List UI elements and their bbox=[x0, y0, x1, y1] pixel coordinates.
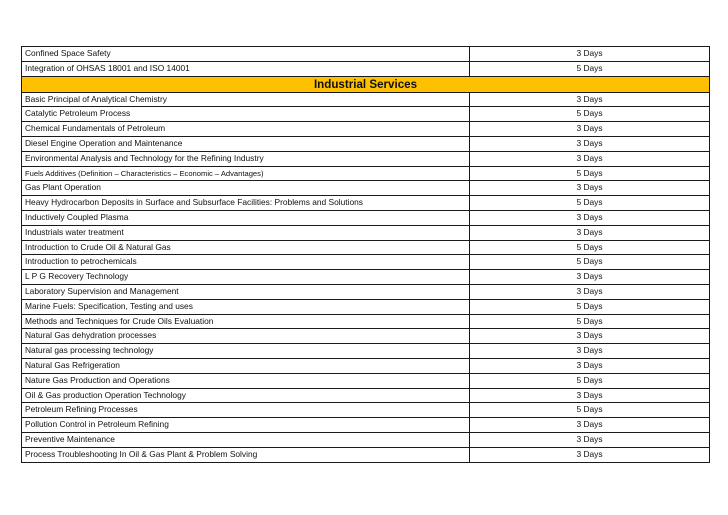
course-duration: 3 Days bbox=[470, 122, 710, 137]
course-name: Basic Principal of Analytical Chemistry bbox=[22, 92, 470, 107]
course-name: Process Troubleshooting In Oil & Gas Plant & Problem Solving bbox=[22, 447, 470, 462]
course-name: Natural Gas Refrigeration bbox=[22, 358, 470, 373]
table-row bbox=[22, 284, 710, 299]
course-name: Methods and Techniques for Crude Oils Evaluation bbox=[22, 314, 470, 329]
table-row bbox=[22, 329, 710, 344]
course-name: Fuels Additives (Definition – Characteristics – Economic – Advantages) bbox=[22, 166, 470, 181]
course-name: L P G Recovery Technology bbox=[22, 270, 470, 285]
course-name: Integration of OHSAS 18001 and ISO 14001 bbox=[22, 61, 470, 76]
table-row bbox=[22, 166, 710, 181]
table-row bbox=[22, 151, 710, 166]
course-name: Inductively Coupled Plasma bbox=[22, 210, 470, 225]
course-duration: 3 Days bbox=[470, 136, 710, 151]
course-name: Heavy Hydrocarbon Deposits in Surface and Subsurface Facilities: Problems and Solutions bbox=[22, 196, 470, 211]
course-duration: 3 Days bbox=[470, 92, 710, 107]
course-duration: 3 Days bbox=[470, 210, 710, 225]
table-row bbox=[22, 255, 710, 270]
course-duration: 3 Days bbox=[470, 432, 710, 447]
course-name: Catalytic Petroleum Process bbox=[22, 107, 470, 122]
course-name: Industrials water treatment bbox=[22, 225, 470, 240]
course-duration: 3 Days bbox=[470, 284, 710, 299]
course-name: Chemical Fundamentals of Petroleum bbox=[22, 122, 470, 137]
table-row bbox=[22, 47, 710, 62]
table-row bbox=[22, 373, 710, 388]
course-name: Environmental Analysis and Technology for the Refining Industry bbox=[22, 151, 470, 166]
table-row bbox=[22, 122, 710, 137]
course-name: Nature Gas Production and Operations bbox=[22, 373, 470, 388]
table-row bbox=[22, 225, 710, 240]
table-row bbox=[22, 358, 710, 373]
table-row bbox=[22, 61, 710, 76]
course-name: Pollution Control in Petroleum Refining bbox=[22, 418, 470, 433]
course-duration: 5 Days bbox=[470, 314, 710, 329]
course-name: Natural gas processing technology bbox=[22, 344, 470, 359]
course-duration: 5 Days bbox=[470, 255, 710, 270]
course-name: Laboratory Supervision and Management bbox=[22, 284, 470, 299]
course-name: Natural Gas dehydration processes bbox=[22, 329, 470, 344]
table-row bbox=[22, 181, 710, 196]
course-name: Preventive Maintenance bbox=[22, 432, 470, 447]
section-header-row bbox=[22, 76, 710, 92]
course-name: Oil & Gas production Operation Technology bbox=[22, 388, 470, 403]
course-name: Diesel Engine Operation and Maintenance bbox=[22, 136, 470, 151]
course-duration: 3 Days bbox=[470, 344, 710, 359]
table-row bbox=[22, 210, 710, 225]
table-row bbox=[22, 447, 710, 462]
course-duration: 5 Days bbox=[470, 403, 710, 418]
course-name: Gas Plant Operation bbox=[22, 181, 470, 196]
table-row bbox=[22, 403, 710, 418]
course-name: Introduction to Crude Oil & Natural Gas bbox=[22, 240, 470, 255]
course-duration: 5 Days bbox=[470, 61, 710, 76]
table-row bbox=[22, 270, 710, 285]
course-duration: 3 Days bbox=[470, 329, 710, 344]
course-duration: 3 Days bbox=[470, 358, 710, 373]
course-duration: 3 Days bbox=[470, 181, 710, 196]
course-table bbox=[21, 46, 710, 463]
table-row bbox=[22, 388, 710, 403]
table-row bbox=[22, 418, 710, 433]
course-duration: 3 Days bbox=[470, 151, 710, 166]
course-duration: 3 Days bbox=[470, 270, 710, 285]
course-duration: 3 Days bbox=[470, 418, 710, 433]
course-duration: 5 Days bbox=[470, 166, 710, 181]
course-duration: 3 Days bbox=[470, 447, 710, 462]
table-row bbox=[22, 299, 710, 314]
table-row bbox=[22, 196, 710, 211]
course-duration: 3 Days bbox=[470, 47, 710, 62]
course-duration: 5 Days bbox=[470, 373, 710, 388]
course-name: Marine Fuels: Specification, Testing and uses bbox=[22, 299, 470, 314]
course-name: Petroleum Refining Processes bbox=[22, 403, 470, 418]
course-duration: 5 Days bbox=[470, 299, 710, 314]
course-table-body bbox=[22, 47, 710, 463]
course-duration: 3 Days bbox=[470, 388, 710, 403]
course-duration: 5 Days bbox=[470, 196, 710, 211]
section-title: Industrial Services bbox=[22, 76, 710, 92]
table-row bbox=[22, 107, 710, 122]
course-name: Introduction to petrochemicals bbox=[22, 255, 470, 270]
course-duration: 5 Days bbox=[470, 107, 710, 122]
course-duration: 3 Days bbox=[470, 225, 710, 240]
course-name: Confined Space Safety bbox=[22, 47, 470, 62]
table-row bbox=[22, 136, 710, 151]
table-row bbox=[22, 92, 710, 107]
table-row bbox=[22, 240, 710, 255]
table-row bbox=[22, 432, 710, 447]
table-row bbox=[22, 314, 710, 329]
table-row bbox=[22, 344, 710, 359]
course-duration: 5 Days bbox=[470, 240, 710, 255]
